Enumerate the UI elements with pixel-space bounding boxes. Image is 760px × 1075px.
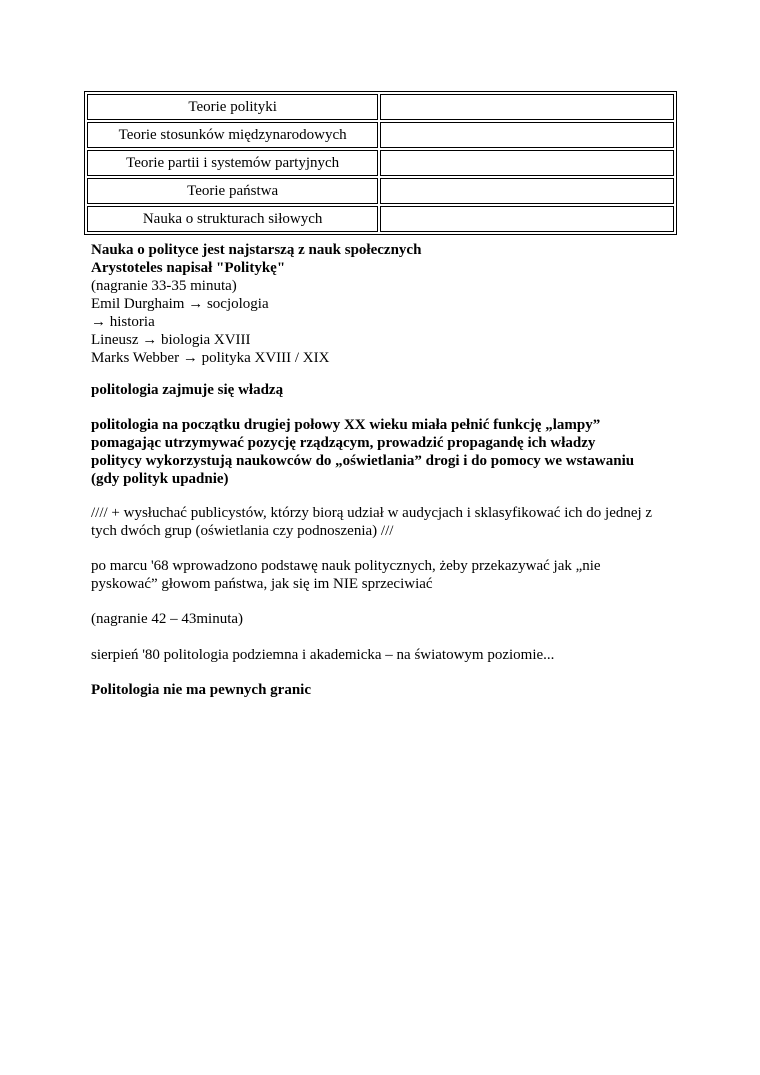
borders-section bbox=[91, 681, 681, 699]
task-line: tych dwóch grup (oświetlania czy podnoszenia) /// bbox=[91, 523, 394, 539]
august-section bbox=[91, 646, 681, 664]
table-cell-label: Nauka o strukturach siłowych bbox=[87, 206, 378, 232]
table-row bbox=[87, 178, 674, 204]
table-cell-value bbox=[380, 178, 674, 204]
table-row bbox=[87, 94, 674, 120]
table-cell-label: Teorie partii i systemów partyjnych bbox=[87, 150, 378, 176]
intro-heading: Nauka o polityce jest najstarszą z nauk społecznych bbox=[91, 242, 422, 258]
table-row bbox=[87, 122, 674, 148]
table-cell-value bbox=[380, 150, 674, 176]
intro-item: Lineusz → biologia XVIII bbox=[91, 332, 251, 348]
lamp-line: politologia na początku drugiej połowy XX wieku miała pełnić funkcję „lampy” bbox=[91, 417, 601, 433]
august-line: sierpień '80 politologia podziemna i akademicka – na światowym poziomie... bbox=[91, 647, 555, 663]
intro-item: → historia bbox=[91, 314, 155, 330]
recording-section bbox=[91, 610, 681, 628]
march-line: pyskować” głowom państwa, jak się im NIE sprzeciwiać bbox=[91, 576, 433, 592]
borders-statement: Politologia nie ma pewnych granic bbox=[91, 682, 311, 698]
table-cell-value bbox=[380, 94, 674, 120]
intro-subheading: Arystoteles napisał "Politykę" bbox=[91, 260, 286, 276]
march-line: po marcu '68 wprowadzono podstawę nauk politycznych, żeby przekazywać jak „nie bbox=[91, 558, 601, 574]
table-row bbox=[87, 206, 674, 232]
intro-section bbox=[91, 241, 681, 367]
table-cell-value bbox=[380, 206, 674, 232]
lamp-section bbox=[91, 416, 681, 488]
table-cell-label: Teorie państwa bbox=[87, 178, 378, 204]
intro-item: Marks Webber → polityka XVIII / XIX bbox=[91, 350, 330, 366]
power-statement: politologia zajmuje się władzą bbox=[91, 382, 284, 398]
power-section bbox=[91, 381, 681, 399]
march-section bbox=[91, 557, 681, 593]
lamp-line: politycy wykorzystują naukowców do „oświetlania” drogi i do pomocy we wstawaniu bbox=[91, 453, 635, 469]
task-section bbox=[91, 504, 681, 540]
table-cell-label: Teorie polityki bbox=[87, 94, 378, 120]
intro-item: Emil Durghaim → socjologia bbox=[91, 296, 269, 312]
table-cell-value bbox=[380, 122, 674, 148]
task-line: //// + wysłuchać publicystów, którzy biorą udział w audycjach i sklasyfikować ich do jednej z bbox=[91, 505, 653, 521]
theories-table bbox=[84, 91, 677, 235]
lamp-line: (gdy polityk upadnie) bbox=[91, 471, 229, 487]
lamp-line: pomagając utrzymywać pozycję rządzącym, prowadzić propagandę ich władzy bbox=[91, 435, 596, 451]
intro-note: (nagranie 33-35 minuta) bbox=[91, 278, 237, 294]
table-cell-label: Teorie stosunków międzynarodowych bbox=[87, 122, 378, 148]
recording-note: (nagranie 42 – 43minuta) bbox=[91, 611, 244, 627]
table-row bbox=[87, 150, 674, 176]
